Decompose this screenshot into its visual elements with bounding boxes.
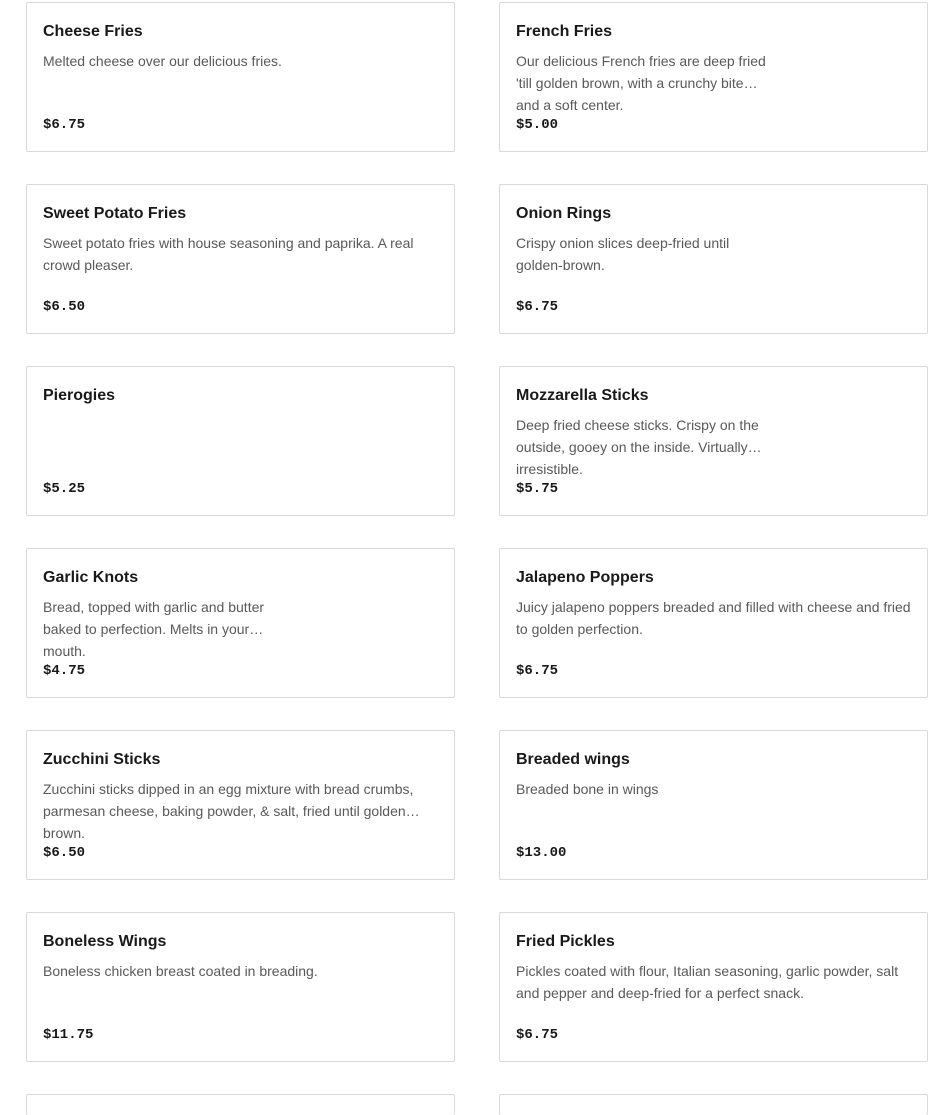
menu-item-card-cheese-fries[interactable]: [26, 2, 455, 152]
menu-item-card-garlic-knots[interactable]: [26, 548, 455, 698]
menu-item-card-jalapeno-poppers[interactable]: [499, 548, 928, 698]
menu-grid: [26, 2, 928, 1115]
item-description: Our delicious French fries are deep fried 'till golden brown, with a crunchy bite and a soft center.: [516, 53, 766, 113]
menu-item-card-boneless-wings[interactable]: [26, 912, 455, 1062]
menu-item-card-partial[interactable]: [499, 1094, 928, 1115]
item-name: Mozzarella Sticks: [516, 387, 649, 404]
menu-item-card-breaded-wings[interactable]: [499, 730, 928, 880]
menu-item-card-zucchini-sticks[interactable]: [26, 730, 455, 880]
item-description: Sweet potato fries with house seasoning and paprika. A real crowd pleaser.: [43, 235, 414, 273]
item-price: $6.75: [516, 1027, 559, 1043]
item-name: Fried Pickles: [516, 933, 615, 950]
item-name: Garlic Knots: [43, 569, 139, 586]
item-price: $5.25: [43, 481, 86, 497]
item-name: Breaded wings: [516, 751, 630, 768]
item-name: Cheese Fries: [43, 23, 143, 40]
item-price: $6.50: [43, 299, 86, 315]
item-name: Jalapeno Poppers: [516, 569, 654, 586]
menu-item-card-french-fries[interactable]: [499, 2, 928, 152]
item-price: $5.75: [516, 481, 559, 497]
menu-item-card-sweet-potato-fries[interactable]: [26, 184, 455, 334]
item-price: $6.50: [43, 845, 86, 861]
menu-item-card-fried-pickles[interactable]: [499, 912, 928, 1062]
item-description: Melted cheese over our delicious fries.: [43, 53, 282, 69]
item-name: Sweet Potato Fries: [43, 205, 187, 222]
item-price: $13.00: [516, 845, 567, 861]
item-name: French Fries: [516, 23, 613, 40]
item-price: $6.75: [516, 663, 559, 679]
item-price: $6.75: [516, 299, 559, 315]
item-price: $5.00: [516, 117, 559, 133]
item-name: Onion Rings: [516, 205, 612, 222]
item-description: Bread, topped with garlic and butter baked to perfection. Melts in your mouth.: [43, 599, 265, 659]
item-description: Zucchini sticks dipped in an egg mixture with bread crumbs, parmesan cheese, baking powder, & salt, fried until golden brown.: [43, 781, 414, 841]
menu-item-card-mozzarella-sticks[interactable]: [499, 366, 928, 516]
item-name: Zucchini Sticks: [43, 751, 161, 768]
item-price: $6.75: [43, 117, 86, 133]
item-description: Crispy onion slices deep-fried until golden-brown.: [516, 235, 730, 273]
item-price: $4.75: [43, 663, 86, 679]
menu-item-card-partial[interactable]: [26, 1094, 455, 1115]
item-description: Boneless chicken breast coated in breading.: [43, 963, 318, 979]
item-name: Pierogies: [43, 387, 116, 404]
menu-item-card-pierogies[interactable]: [26, 366, 455, 516]
item-description: Juicy jalapeno poppers breaded and filled with cheese and fried to golden perfection.: [516, 599, 911, 637]
item-description: Deep fried cheese sticks. Crispy on the outside, gooey on the inside. Virtually irresistible.: [516, 417, 759, 477]
item-price: $11.75: [43, 1027, 94, 1043]
item-description: Breaded bone in wings: [516, 781, 659, 797]
item-name: Boneless Wings: [43, 933, 167, 950]
item-description: Pickles coated with flour, Italian seasoning, garlic powder, salt and pepper and deep-fried for a perfect snack.: [516, 963, 899, 1001]
menu-item-card-onion-rings[interactable]: [499, 184, 928, 334]
